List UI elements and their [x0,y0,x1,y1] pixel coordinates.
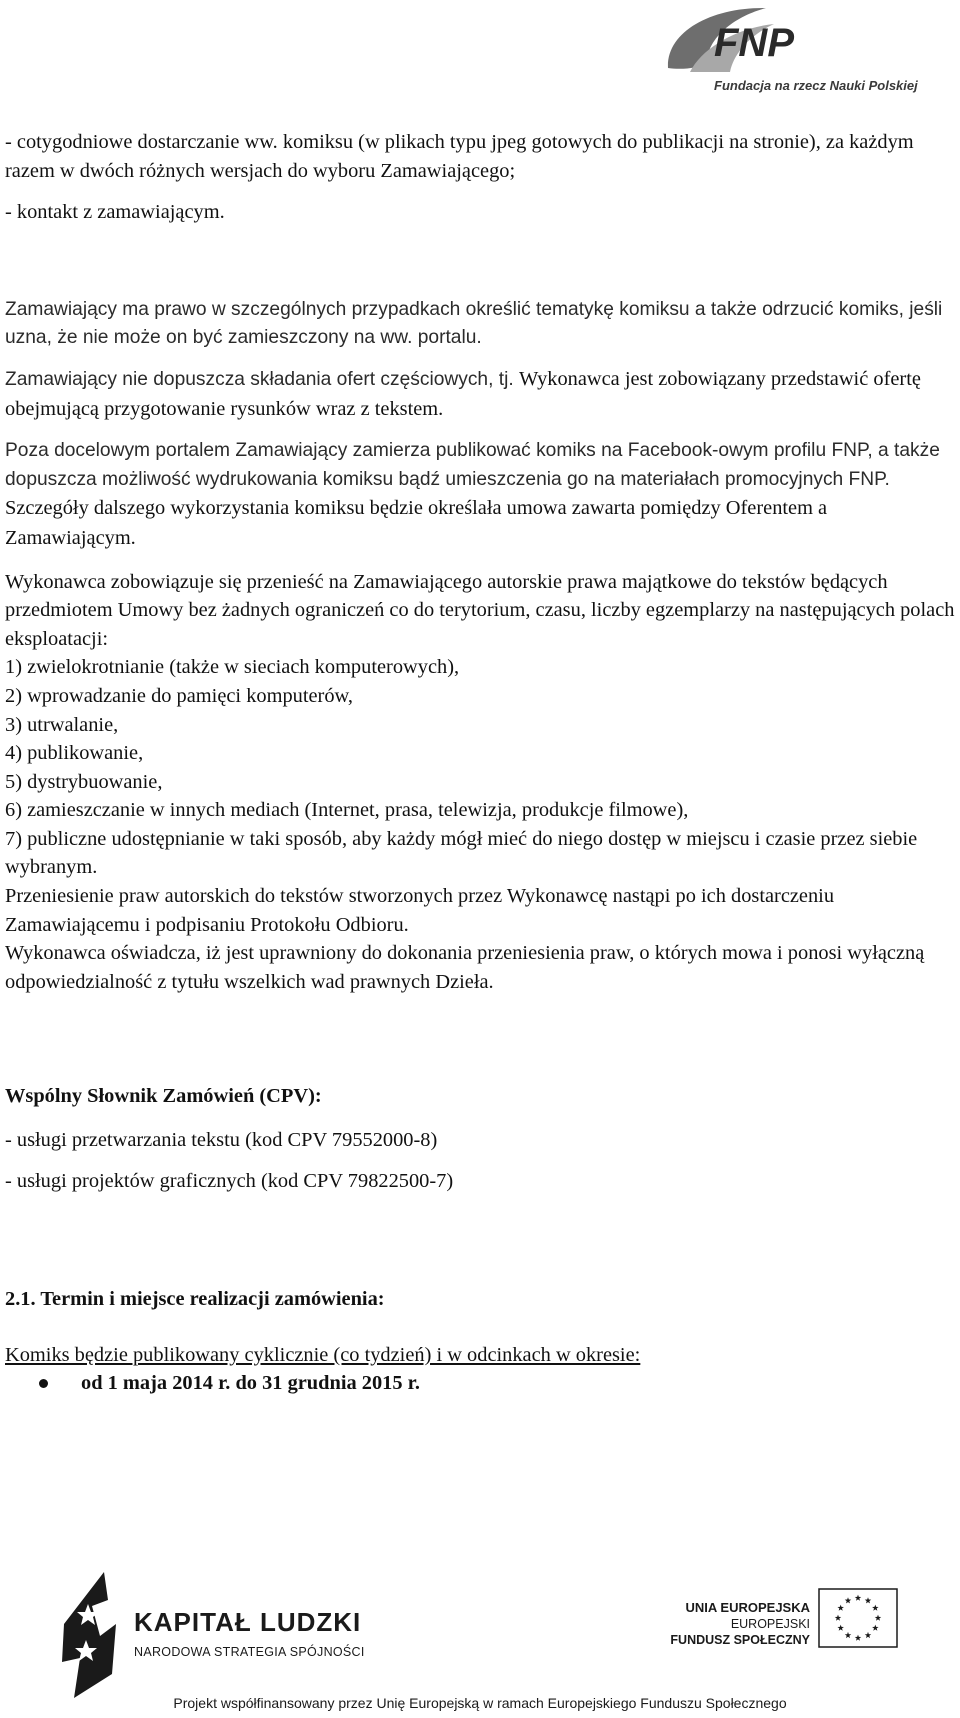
eu-line-2: EUROPEJSKI [730,1617,810,1631]
document-body [5,128,955,1398]
eu-fund-label [670,1600,810,1648]
intro-line-2: - kontakt z zamawiającym. [5,201,225,224]
cpv-heading: Wspólny Słownik Zamówień (CPV): [5,1085,322,1108]
rights-transfer: Przeniesienie praw autorskich do tekstów stworzonych przez Wykonawcę nastąpi po ich dostarczeniu Zamawiającemu i podpisaniu Protokołu Odbioru. [5,885,835,936]
eu-flag-icon [818,1588,898,1648]
rights-field-3: 3) utrwalanie, [5,713,119,736]
schedule-list [5,1369,955,1398]
para-facebook-a: Poza docelowym portalem Zamawiający zamierza publikować komiks na Facebook-owym profilu FNP, a także dopuszcza możliwość wydrukowania komiksu bądź umieszczenia go na materiałach promocyjnych FNP. [5,440,940,490]
para-partial-offers-b: Wykonawca jest zobowiązany przedstawić ofertę obejmującą przygotowanie rysunków wraz z tekstem. [5,367,921,420]
para-facebook-b: Szczegóły dalszego wykorzystania komiksu będzie określała umowa zawarta pomiędzy Oferentem a Zamawiającym. [5,497,828,549]
cpv-item-1: - usługi przetwarzania tekstu (kod CPV 79552000-8) [5,1129,438,1152]
rights-field-7: 7) publiczne udostępnianie w taki sposób, aby każdy mógł mieć do niego dostęp w miejscu i czasie przez siebie wybranym. [5,827,918,879]
rights-field-5: 5) dystrybuowanie, [5,770,163,793]
fnp-logo-tagline: Fundacja na rzecz Nauki Polskiej [714,78,918,93]
page-header [0,0,960,110]
kapital-ludzki-subtitle: NARODOWA STRATEGIA SPÓJNOŚCI [134,1645,365,1659]
cpv-item-2: - usługi projektów graficznych (kod CPV 79822500-7) [5,1169,454,1192]
eu-line-1: UNIA EUROPEJSKA [685,1600,810,1615]
cofinancing-note: Projekt współfinansowany przez Unię Europejską w ramach Europejskiego Funduszu Społecznego [173,1695,787,1711]
schedule-item [5,1369,955,1398]
section-heading: 2.1. Termin i miejsce realizacji zamówienia: [5,1288,385,1311]
bullet-icon [39,1379,48,1388]
fnp-logo-text: FNP [714,21,794,65]
schedule-intro: Komiks będzie publikowany cyklicznie (co tydzień) i w odcinkach w okresie: [5,1343,641,1366]
rights-declaration: Wykonawca oświadcza, iż jest uprawniony do dokonania przeniesienia praw, o których mowa i ponosi wyłączną odpowiedzialność z tytułu wszelkich wad prawnych Dzieła. [5,942,925,993]
schedule-item-text: od 1 maja 2014 r. do 31 grudnia 2015 r. [81,1372,420,1395]
rights-field-4: 4) publikowanie, [5,742,144,765]
rights-field-1: 1) zwielokrotnianie (także w sieciach komputerowych), [5,656,460,679]
kapital-ludzki-title: KAPITAŁ LUDZKI [134,1607,362,1637]
para-partial-offers-a: Zamawiający nie dopuszcza składania ofert częściowych, tj. [5,368,514,390]
fnp-logo [656,2,956,102]
rights-intro: Wykonawca zobowiązuje się przenieść na Zamawiającego autorskie prawa majątkowe do tekstów będących przedmiotem Umowy bez żadnych ograniczeń co do terytorium, czasu, liczby egzemplarzy na następujących polach eksploatacji: [5,570,955,650]
intro-line-1: - cotygodniowe dostarczanie ww. komiksu (w plikach typu jpeg gotowych do publikacji na stronie), za każdym razem w dwóch różnych wersjach do wyboru Zamawiającego; [5,131,914,182]
rights-field-2: 2) wprowadzanie do pamięci komputerów, [5,684,354,707]
para-right-to-define: Zamawiający ma prawo w szczególnych przypadkach określić tematykę komiksu a także odrzucić komiks, jeśli uzna, że nie może on być zamieszczony na ww. portalu. [5,298,943,349]
para-facebook [5,437,955,553]
para-partial-offers [5,365,955,424]
rights-field-6: 6) zamieszczanie w innych mediach (Internet, prasa, telewizja, produkcje filmowe), [5,799,689,822]
kapital-ludzki-emblem [58,1566,118,1701]
page-footer [0,1552,960,1718]
eu-line-3: FUNDUSZ SPOŁECZNY [670,1633,810,1647]
